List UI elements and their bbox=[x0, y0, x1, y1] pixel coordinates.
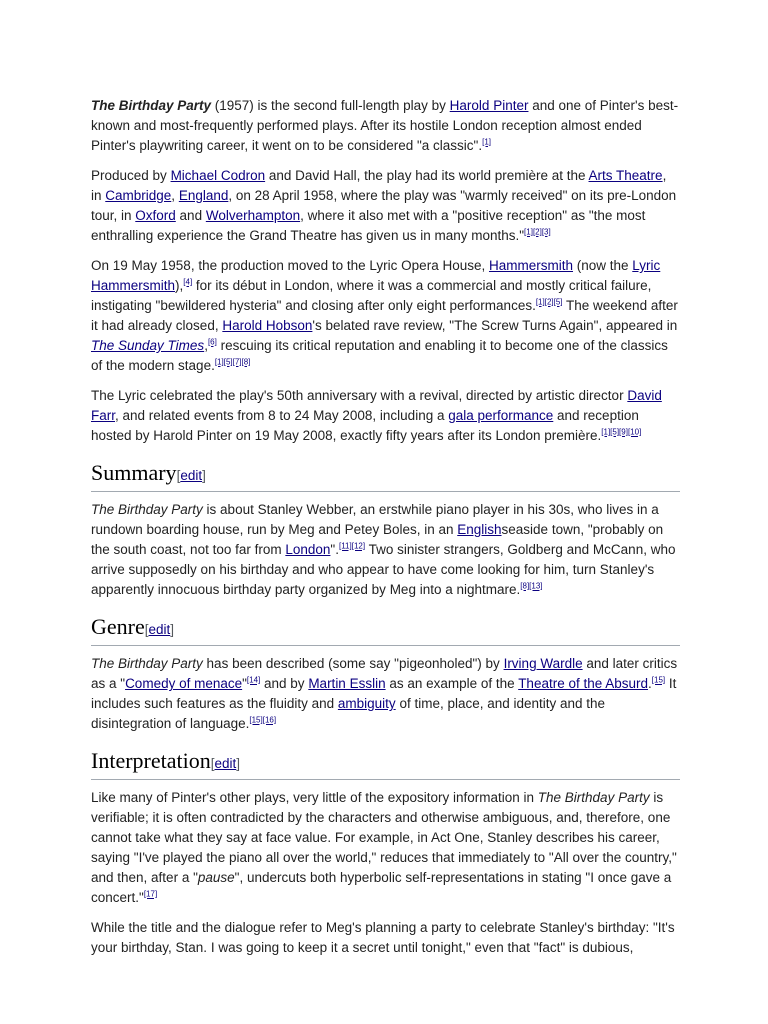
text: , in bbox=[91, 168, 667, 203]
bracket: [ bbox=[176, 468, 181, 483]
citation-link[interactable]: [1][2][3] bbox=[524, 227, 551, 237]
text: " bbox=[242, 676, 247, 691]
link-michael-codron[interactable]: Michael Codron bbox=[170, 168, 266, 183]
text: rescuing its critical reputation and enabling it to become one of the classics of the modern stage. bbox=[91, 338, 668, 373]
text: and by bbox=[260, 676, 309, 691]
text: (1957) is the second full-length play by bbox=[211, 98, 450, 113]
link-hammersmith[interactable]: Hammersmith bbox=[488, 258, 573, 273]
text: has been described (some say "pigeonholed") by bbox=[202, 656, 504, 671]
edit-link[interactable]: edit bbox=[214, 756, 237, 771]
edit-link[interactable]: edit bbox=[148, 622, 171, 637]
play-title: The Birthday Party bbox=[91, 502, 203, 517]
citation-link[interactable]: [1][2][5] bbox=[535, 297, 563, 307]
text: and David Hall, the play had its world première at the bbox=[265, 168, 589, 183]
citation-link[interactable]: [4] bbox=[183, 277, 193, 287]
text: On 19 May 1958, the production moved to the Lyric Opera House, bbox=[91, 258, 489, 273]
text: , and related events from 8 to 24 May 2008, including a bbox=[115, 408, 449, 423]
text: of time, place, and identity and the disintegration of language. bbox=[91, 696, 606, 731]
link-harold-hobson[interactable]: Harold Hobson bbox=[222, 318, 313, 333]
link-gala-performance[interactable]: gala performance bbox=[448, 408, 554, 423]
intro-paragraph-3 bbox=[91, 256, 680, 376]
section-heading-interpretation bbox=[91, 748, 680, 780]
text: ". bbox=[330, 542, 339, 557]
link-david-farr[interactable]: David Farr bbox=[91, 388, 662, 423]
citation-link[interactable]: [15][16] bbox=[249, 715, 277, 725]
edit-link[interactable]: edit bbox=[180, 468, 203, 483]
bracket: ] bbox=[202, 468, 206, 483]
text: seaside town, "probably on the south coast, not too far from bbox=[91, 522, 664, 557]
citation-link[interactable]: [1] bbox=[482, 137, 492, 147]
citation-link[interactable]: [6] bbox=[207, 337, 217, 347]
link-ambiguity[interactable]: ambiguity bbox=[337, 696, 396, 711]
text: Produced by bbox=[91, 168, 171, 183]
edit-section bbox=[145, 622, 174, 637]
text: ", undercuts both hyperbolic self-representations in stating "I once gave a concert." bbox=[91, 870, 672, 905]
text: . bbox=[648, 676, 652, 691]
citation-link[interactable]: [14] bbox=[246, 675, 261, 685]
text: and one of Pinter's best-known and most-frequently performed plays. After its hostile London reception almost ended Pinter's playwriting career, it went on to be considered "a classic". bbox=[91, 98, 679, 153]
play-title: The Birthday Party bbox=[91, 656, 203, 671]
link-harold-pinter[interactable]: Harold Pinter bbox=[449, 98, 529, 113]
citation-link[interactable]: [15] bbox=[651, 675, 666, 685]
link-irving-wardle[interactable]: Irving Wardle bbox=[503, 656, 583, 671]
link-london[interactable]: London bbox=[285, 542, 331, 557]
text: Like many of Pinter's other plays, very little of the expository information in bbox=[91, 790, 538, 805]
text: and reception hosted by Harold Pinter on 19 May 2008, exactly fifty years after its London première. bbox=[91, 408, 639, 443]
text: 's belated rave review, "The Screw Turns Again", appeared in bbox=[312, 318, 678, 333]
text: ), bbox=[175, 278, 184, 293]
link-england[interactable]: England bbox=[178, 188, 229, 203]
text: for its début in London, where it was a commercial and mostly critical failure, instigating "bewildered hysteria" and closing after only eight performances. bbox=[91, 278, 652, 313]
text: While the title and the dialogue refer to Meg's planning a party to celebrate Stanley's birthday: "It's your birthday, Stan. I was going to keep it a secret until tonight," even that "fact" is dubious, bbox=[91, 920, 675, 955]
intro-paragraph-4 bbox=[91, 386, 680, 446]
genre-paragraph bbox=[91, 654, 680, 734]
interpretation-paragraph-2 bbox=[91, 918, 680, 958]
link-wolverhampton[interactable]: Wolverhampton bbox=[205, 208, 301, 223]
text: as an example of the bbox=[385, 676, 519, 691]
citation-link[interactable]: [11][12] bbox=[338, 541, 366, 551]
text: and later critics as a " bbox=[91, 656, 678, 691]
intro-paragraph-2 bbox=[91, 166, 680, 246]
citation-link[interactable]: [8][13] bbox=[520, 581, 543, 591]
heading-text: Summary bbox=[91, 460, 177, 485]
text: , bbox=[171, 188, 179, 203]
edit-section bbox=[177, 468, 206, 483]
text: The Lyric celebrated the play's 50th anniversary with a revival, directed by artistic director bbox=[91, 388, 628, 403]
bracket: ] bbox=[170, 622, 175, 637]
bracket: [ bbox=[144, 622, 149, 637]
interpretation-paragraph-1 bbox=[91, 788, 680, 908]
heading-text: Genre bbox=[91, 614, 145, 639]
link-english[interactable]: English bbox=[457, 522, 502, 537]
link-martin-esslin[interactable]: Martin Esslin bbox=[308, 676, 386, 691]
text: , on 28 April 1958, where the play was "warmly received" on its pre-London tour, in bbox=[91, 188, 677, 223]
link-cambridge[interactable]: Cambridge bbox=[105, 188, 172, 203]
play-title: The Birthday Party bbox=[537, 790, 650, 805]
section-heading-genre bbox=[91, 614, 680, 646]
text: is verifiable; it is often contradicted by the characters and otherwise ambiguous, and, therefore, one cannot take what they say at face value. For example, in Act One, Stanley describes his career, saying "I've played the piano all over the world," reduces that immediately to "All over the country," and then, after a " bbox=[91, 790, 677, 885]
text: is about Stanley Webber, an erstwhile piano player in his 30s, who lives in a rundown boarding house, run by Meg and Petey Boles, in an bbox=[91, 502, 659, 537]
article-body bbox=[91, 96, 680, 968]
link-lyric-hammersmith[interactable]: Lyric Hammersmith bbox=[91, 258, 661, 293]
link-comedy-of-menace[interactable]: Comedy of menace bbox=[125, 676, 243, 691]
link-sunday-times[interactable]: The Sunday Times bbox=[91, 338, 205, 353]
citation-link[interactable]: [1][5][7][8] bbox=[214, 357, 251, 367]
section-heading-summary bbox=[91, 460, 680, 492]
summary-paragraph bbox=[91, 500, 680, 600]
play-title: The Birthday Party bbox=[91, 98, 212, 113]
text: It includes such features as the fluidity and bbox=[91, 676, 677, 711]
text: (now the bbox=[573, 258, 633, 273]
bracket: ] bbox=[236, 756, 241, 771]
link-oxford[interactable]: Oxford bbox=[135, 208, 176, 223]
heading-text: Interpretation bbox=[91, 748, 211, 773]
citation-link[interactable]: [1][5][9][10] bbox=[601, 427, 642, 437]
text: and bbox=[175, 208, 206, 223]
citation-link[interactable]: [17] bbox=[143, 889, 158, 899]
text: Two sinister strangers, Goldberg and McCann, who arrive supposedly on his birthday and who appear to have come looking for him, turn Stanley's apparently innocuous birthday party organized by Meg into a nightmare. bbox=[91, 542, 676, 597]
link-arts-theatre[interactable]: Arts Theatre bbox=[588, 168, 663, 183]
text: , bbox=[204, 338, 208, 353]
edit-section bbox=[211, 756, 240, 771]
link-theatre-of-the-absurd[interactable]: Theatre of the Absurd bbox=[518, 676, 649, 691]
bracket: [ bbox=[210, 756, 215, 771]
stage-direction: pause bbox=[197, 870, 235, 885]
text: The weekend after it had already closed, bbox=[91, 298, 678, 333]
intro-paragraph-1 bbox=[91, 96, 680, 156]
text: , where it also met with a "positive reception" as "the most enthralling experience the Grand Theatre has given us in many months." bbox=[91, 208, 646, 243]
